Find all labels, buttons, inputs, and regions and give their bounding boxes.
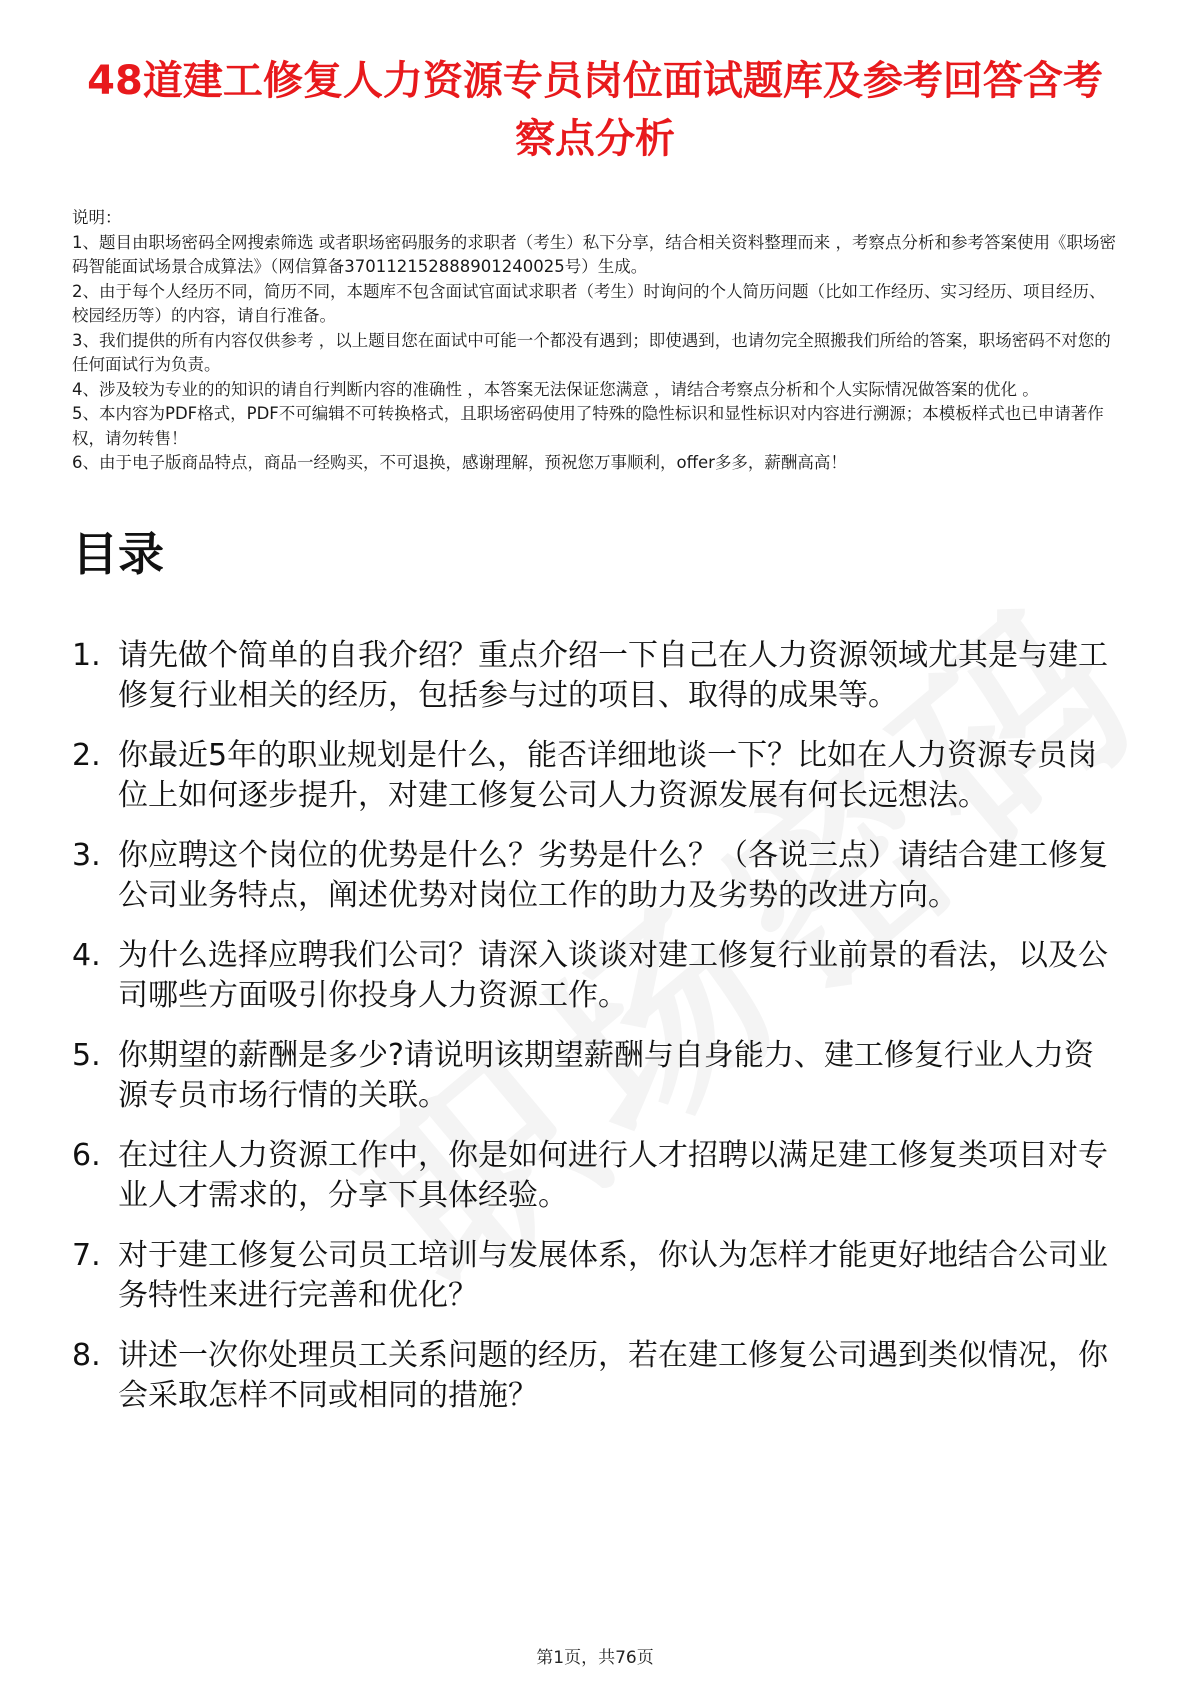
toc-item-number: 7. [72, 1237, 101, 1273]
note-item: 5、本内容为PDF格式，PDF不可编辑不可转换格式，且职场密码使用了特殊的隐性标识和显性标识对内容进行溯源；本模板样式也已申请著作权，请勿转售！ [72, 404, 1104, 448]
toc-item[interactable] [72, 936, 1118, 1016]
toc-heading: 目录 [72, 526, 164, 581]
toc-item-text: 讲述一次你处理员工关系问题的经历，若在建工修复公司遇到类似情况，你会采取怎样不同或相同的措施？ [118, 1337, 1108, 1413]
toc-item-number: 2. [72, 737, 101, 773]
toc-item-number: 5. [72, 1037, 101, 1073]
toc-item-number: 8. [72, 1337, 101, 1373]
toc-item-number: 6. [72, 1137, 101, 1173]
toc-item-number: 4. [72, 937, 101, 973]
note-item: 2、由于每个人经历不同，简历不同，本题库不包含面试官面试求职者（考生）时询问的个人简历问题（比如工作经历、实习经历、项目经历、校园经历等）的内容，请自行准备。 [72, 281, 1106, 325]
toc-item-number: 3. [72, 837, 101, 873]
toc-item[interactable] [72, 636, 1118, 716]
toc-item-number: 1. [72, 637, 101, 673]
note-item: 6、由于电子版商品特点，商品一经购买，不可退换，感谢理解，预祝您万事顺利，offer多多，薪酬高高！ [72, 453, 847, 472]
toc-item-text: 你期望的薪酬是多少?请说明该期望薪酬与自身能力、建工修复行业人力资源专员市场行情的关联。 [118, 1037, 1094, 1113]
toc-item-text: 请先做个简单的自我介绍？重点介绍一下自己在人力资源领域尤其是与建工修复行业相关的经历，包括参与过的项目、取得的成果等。 [118, 637, 1108, 713]
toc-item[interactable] [72, 1136, 1118, 1216]
document-title: 48道建工修复人力资源专员岗位面试题库及参考回答含考察点分析 [87, 58, 1103, 162]
note-item: 3、我们提供的所有内容仅供参考 ，以上题目您在面试中可能一个都没有遇到；即使遇到，也请勿完全照搬我们所给的答案，职场密码不对您的任何面试行为负责。 [72, 330, 1111, 374]
page-footer: 第1页，共76页 [536, 1648, 654, 1668]
note-item: 1、题目由职场密码全网搜索筛选 或者职场密码服务的求职者（考生）私下分享，结合相关资料整理而来 ，考察点分析和参考答案使用《职场密码智能面试场景合成算法》（网信算备370112152888901240025号）生成。 [72, 232, 1116, 276]
toc-item[interactable] [72, 1236, 1118, 1316]
toc-item-text: 你应聘这个岗位的优势是什么？劣势是什么？（各说三点）请结合建工修复公司业务特点，阐述优势对岗位工作的助力及劣势的改进方向。 [118, 837, 1108, 913]
note-item: 4、涉及较为专业的的知识的请自行判断内容的准确性 ，本答案无法保证您满意 ，请结合考察点分析和个人实际情况做答案的优化 。 [72, 379, 1039, 399]
toc-item[interactable] [72, 836, 1118, 916]
toc-item-text: 你最近5年的职业规划是什么，能否详细地谈一下？比如在人力资源专员岗位上如何逐步提升，对建工修复公司人力资源发展有何长远想法。 [118, 737, 1098, 813]
toc-item-text: 对于建工修复公司员工培训与发展体系，你认为怎样才能更好地结合公司业务特性来进行完善和优化？ [118, 1237, 1108, 1313]
toc-list [72, 636, 1118, 1416]
toc-item[interactable] [72, 1336, 1118, 1416]
toc-item[interactable] [72, 1036, 1118, 1116]
notes-heading: 说明： [72, 208, 122, 227]
notes-section [72, 206, 1118, 476]
toc-item-text: 为什么选择应聘我们公司？请深入谈谈对建工修复行业前景的看法，以及公司哪些方面吸引你投身人力资源工作。 [118, 937, 1108, 1013]
toc-item-text: 在过往人力资源工作中，你是如何进行人才招聘以满足建工修复类项目对专业人才需求的，分享下具体经验。 [118, 1137, 1108, 1213]
toc-item[interactable] [72, 736, 1118, 816]
